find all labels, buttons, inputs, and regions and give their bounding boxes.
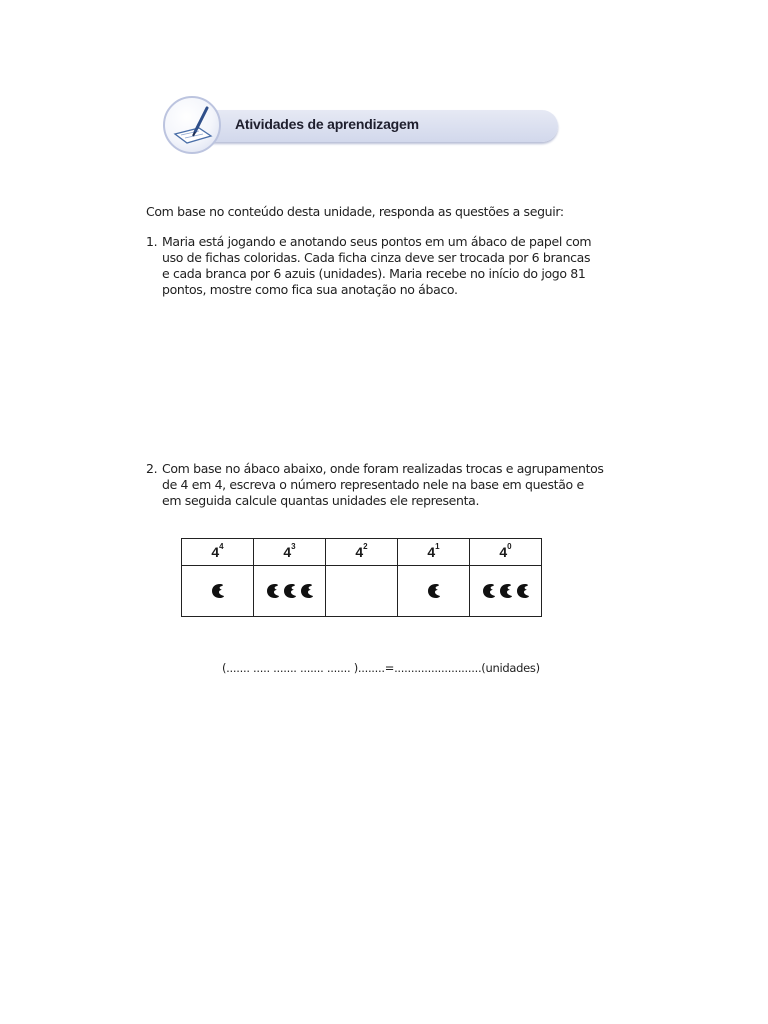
abacus-chip [499, 583, 513, 599]
question-line: Maria está jogando e anotando seus pontos em um ábaco de papel com [162, 234, 592, 249]
question-line: de 4 em 4, escreva o número representado nele na base em questão e [162, 477, 584, 492]
question-line: pontos, mostre como fica sua anotação no ábaco. [162, 282, 458, 297]
question-line: uso de fichas coloridas. Cada ficha cinza deve ser trocada por 6 brancas [162, 250, 591, 265]
abacus-header-cell: $4^4$ [182, 539, 254, 566]
question-body [162, 234, 592, 298]
abacus-header-cell: $4^2$ [326, 539, 398, 566]
abacus-chip [266, 583, 280, 599]
question-line: Com base no ábaco abaixo, onde foram realizadas trocas e agrupamentos [162, 461, 604, 476]
abacus-header-cell: $4^3$ [254, 539, 326, 566]
abacus-chip-cell [182, 566, 254, 617]
abacus-chip [482, 583, 496, 599]
intro-text: Com base no conteúdo desta unidade, responda as questões a seguir: [146, 204, 564, 219]
abacus-chip-cell [398, 566, 470, 617]
abacus-chip [300, 583, 314, 599]
answer-line: (....... ..... ....... ....... ....... )........=..........................(unidades) [222, 661, 540, 675]
question-line: em seguida calcule quantas unidades ele representa. [162, 493, 480, 508]
abacus-chip [211, 583, 225, 599]
abacus-table [181, 538, 542, 617]
abacus-chip-cell [470, 566, 542, 617]
question-number: 1. [146, 234, 158, 249]
abacus-chip [516, 583, 530, 599]
abacus-chip-cell [326, 566, 398, 617]
page-title: Atividades de aprendizagem [235, 116, 419, 132]
section-header [163, 96, 563, 156]
abacus-chip [283, 583, 297, 599]
question-number: 2. [146, 461, 158, 476]
abacus-chip-row [182, 566, 542, 617]
question-line: e cada branca por 6 azuis (unidades). Maria recebe no início do jogo 81 [162, 266, 586, 281]
abacus-chip-cell [254, 566, 326, 617]
abacus-chip [427, 583, 441, 599]
header-icon-badge [163, 96, 221, 154]
question-body [162, 461, 604, 509]
pencil-paper-icon [169, 102, 217, 150]
abacus-header-row [182, 539, 542, 566]
abacus-header-cell: $4^0$ [470, 539, 542, 566]
abacus-header-cell: $4^1$ [398, 539, 470, 566]
